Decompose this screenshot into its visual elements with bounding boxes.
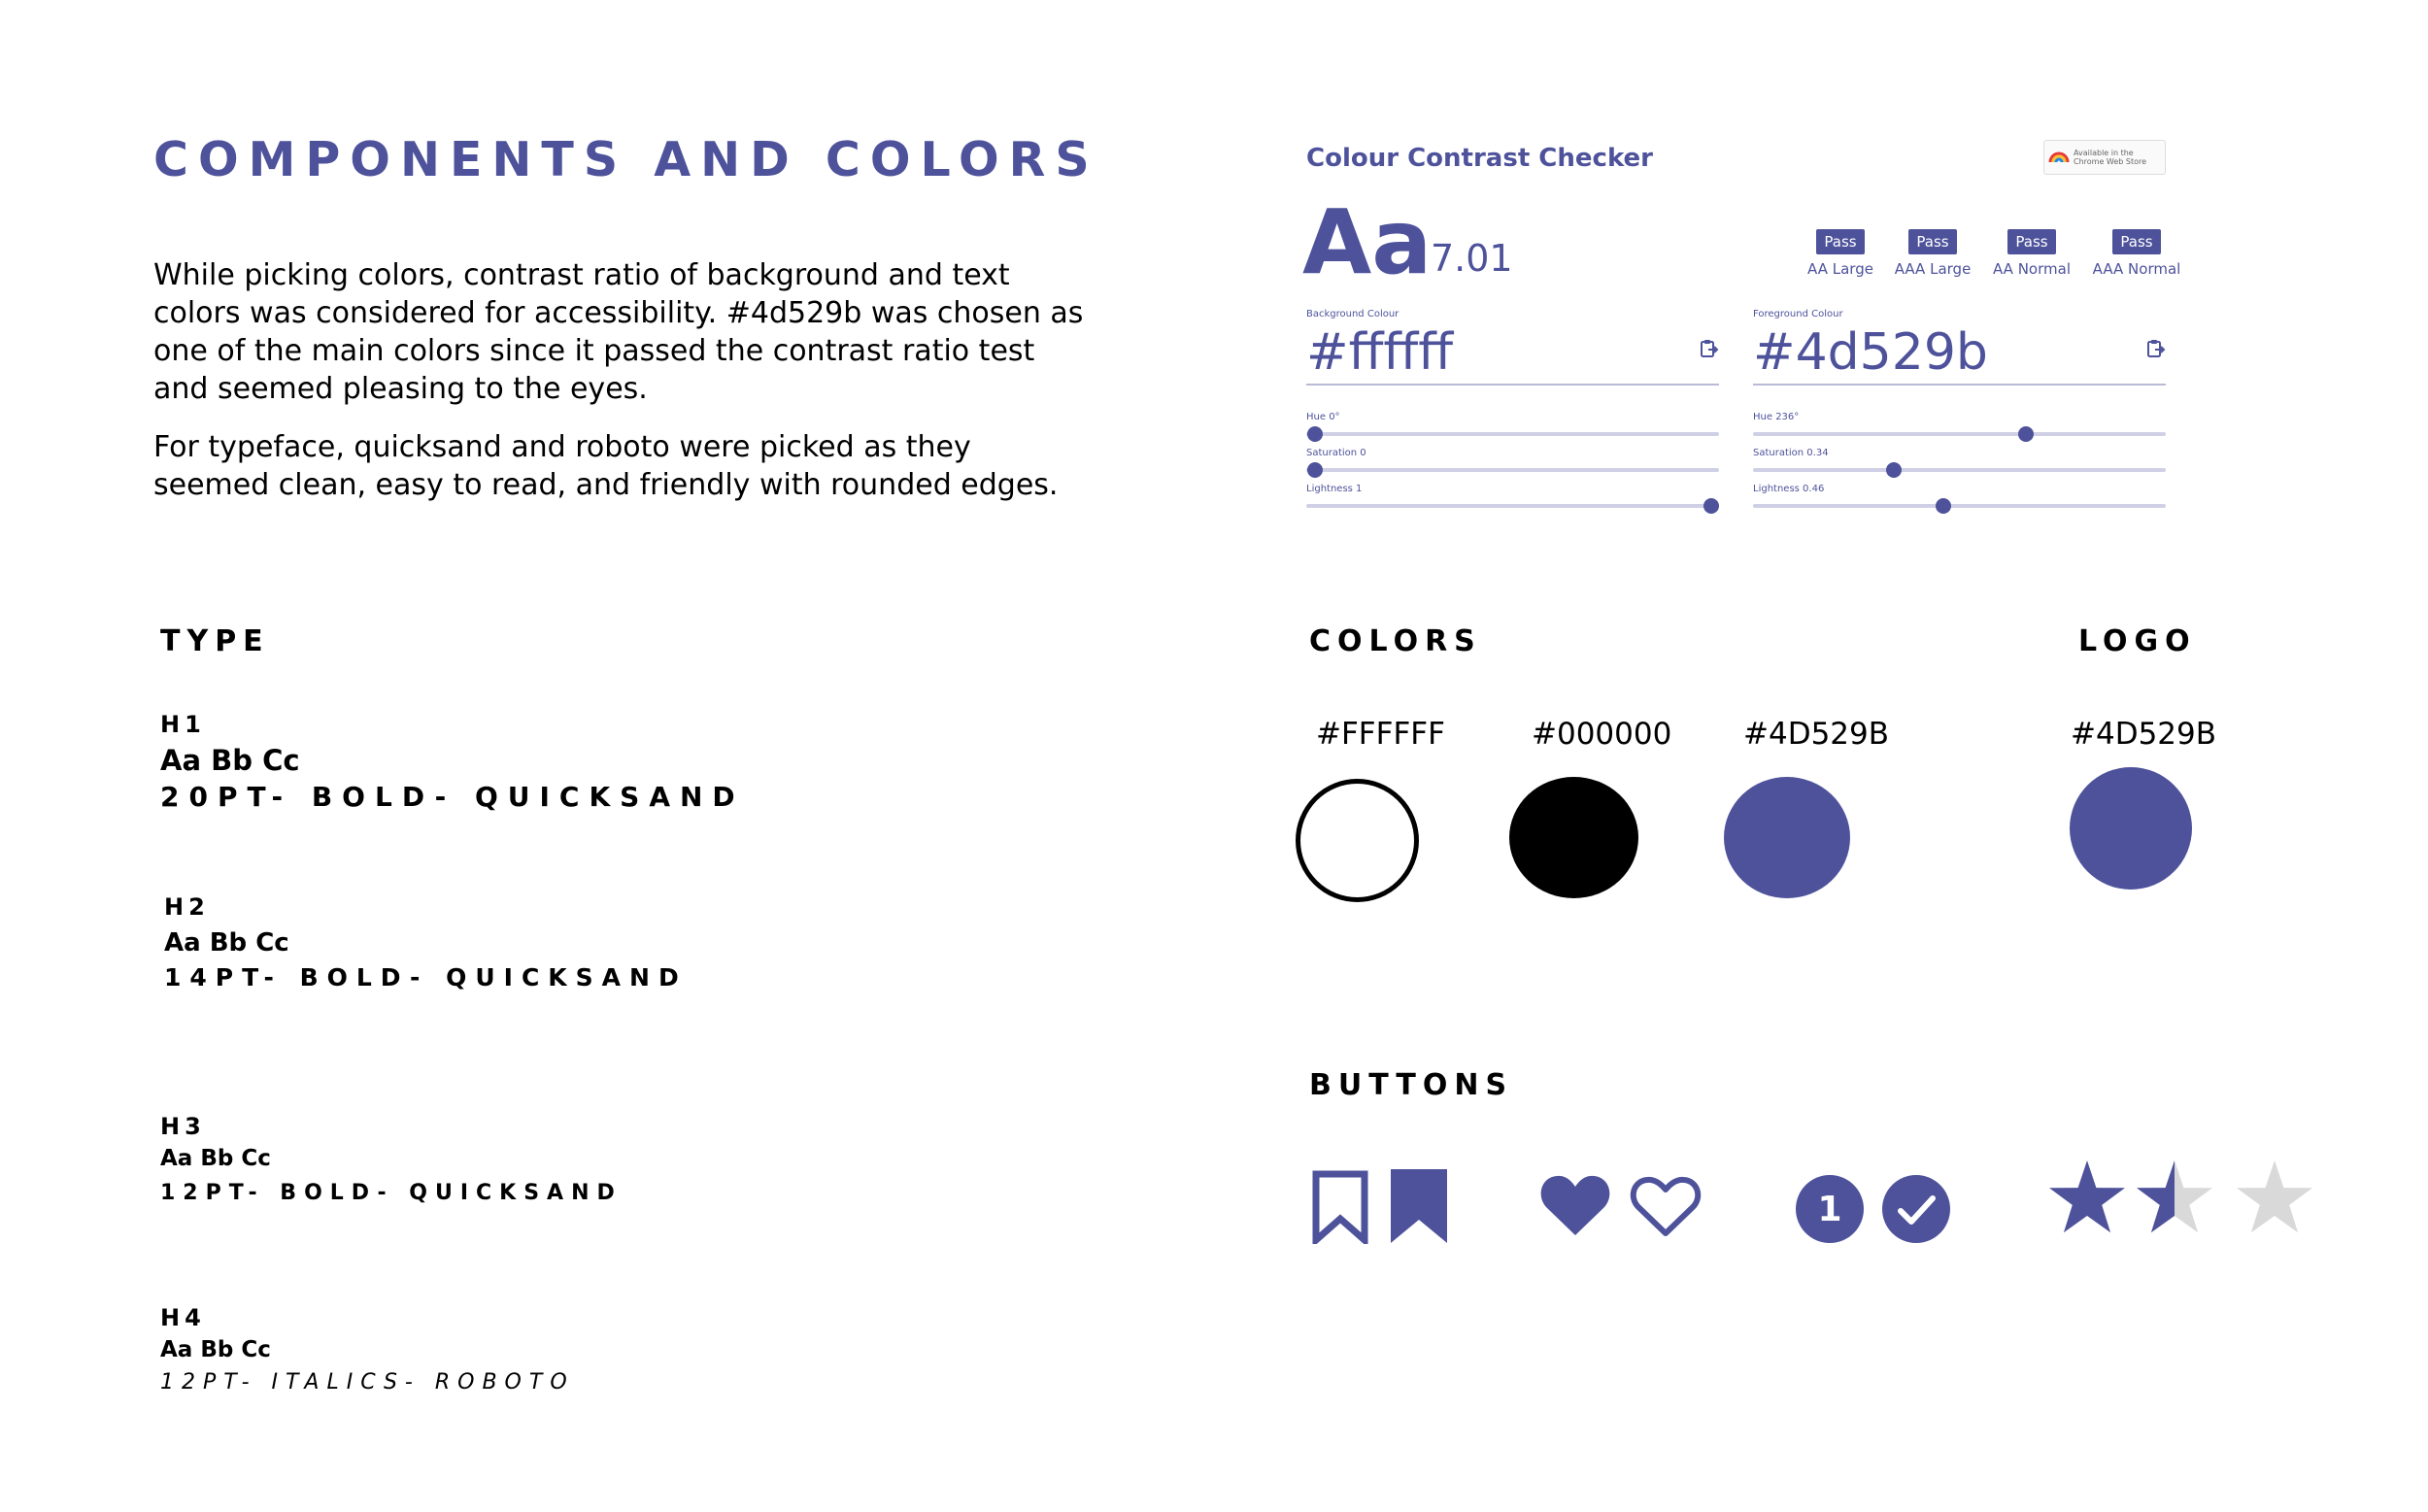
star-half-icon <box>2137 1160 2212 1232</box>
background-colour-field <box>1306 309 1719 386</box>
type-name: H4 <box>160 1304 206 1331</box>
slider-label: Hue 236° <box>1753 412 1800 422</box>
type-heading: TYPE <box>160 624 270 658</box>
chrome-store-badge[interactable] <box>2043 140 2166 175</box>
type-sample: Aa Bb Cc <box>160 1337 271 1362</box>
lightness-slider[interactable] <box>1306 484 1719 508</box>
pass-badge: Pass <box>1908 229 1956 254</box>
star-empty-icon <box>2237 1160 2312 1232</box>
slider-track[interactable] <box>1753 504 2166 508</box>
color-swatch-white <box>1296 779 1419 902</box>
slider-knob[interactable] <box>1307 462 1323 478</box>
type-sample: Aa Bb Cc <box>160 1146 271 1171</box>
hue-slider[interactable] <box>1306 412 1719 436</box>
foreground-colour-field <box>1753 309 2166 386</box>
swatch-hex-label: #4D529B <box>1743 717 1890 752</box>
type-sample: Aa Bb Cc <box>164 928 289 958</box>
type-sample: Aa Bb Cc <box>160 744 300 777</box>
store-badge-line1: Available in the <box>2074 149 2134 157</box>
slider-knob[interactable] <box>1936 498 1951 514</box>
type-spec: 14PT- BOLD- QUICKSAND <box>164 963 688 991</box>
saturation-slider[interactable] <box>1753 448 2166 472</box>
intro-text <box>153 256 1086 524</box>
slider-label: Saturation 0.34 <box>1753 448 1829 458</box>
hue-slider[interactable] <box>1753 412 2166 436</box>
result-aa-normal <box>1978 229 2085 278</box>
checker-title: Colour Contrast Checker <box>1306 144 1653 173</box>
colors-heading: COLORS <box>1309 624 1482 658</box>
copy-icon[interactable] <box>1700 338 1719 359</box>
slider-label: Lightness 1 <box>1306 484 1363 494</box>
result-aaa-normal <box>2083 229 2190 278</box>
type-spec: 12PT- BOLD- QUICKSAND <box>160 1181 623 1205</box>
page-title: COMPONENTS AND COLORS <box>153 132 1099 187</box>
contrast-sample-text: Aa <box>1302 190 1433 294</box>
result-label: AAA Large <box>1894 260 1972 278</box>
badge-count-icon[interactable]: 1 <box>1796 1175 1864 1243</box>
slider-label: Hue 0° <box>1306 412 1340 422</box>
slider-label: Lightness 0.46 <box>1753 484 1825 494</box>
slider-knob[interactable] <box>1886 462 1902 478</box>
check-circle-icon[interactable] <box>1882 1175 1950 1243</box>
slider-track[interactable] <box>1306 432 1719 436</box>
slider-knob[interactable] <box>2018 426 2034 442</box>
type-h3 <box>160 1113 623 1205</box>
type-spec: 20PT- BOLD- QUICKSAND <box>160 781 745 813</box>
background-colour-input[interactable]: #ffffff <box>1306 323 1454 382</box>
slider-knob[interactable] <box>1703 498 1719 514</box>
background-colour-label: Background Colour <box>1306 309 1399 319</box>
color-swatch-accent <box>1724 777 1850 898</box>
contrast-checker-panel <box>1302 136 2181 524</box>
foreground-colour-label: Foreground Colour <box>1753 309 1843 319</box>
type-h2 <box>164 893 688 991</box>
logo-hex-label: #4D529B <box>2071 717 2217 752</box>
star-rating[interactable] <box>2045 1159 2317 1238</box>
type-spec: 12PT- ITALICS- ROBOTO <box>160 1370 575 1394</box>
logo-swatch <box>2070 767 2192 890</box>
slider-label: Saturation 0 <box>1306 448 1366 458</box>
swatch-hex-label: #FFFFFF <box>1316 717 1445 752</box>
color-swatch-black <box>1509 777 1638 898</box>
slider-knob[interactable] <box>1307 426 1323 442</box>
type-h1 <box>160 711 745 813</box>
slider-track[interactable] <box>1306 504 1719 508</box>
bookmark-filled-icon[interactable] <box>1389 1167 1449 1245</box>
rainbow-logo-icon <box>2048 147 2070 168</box>
pass-badge: Pass <box>2112 229 2160 254</box>
field-underline <box>1753 384 2166 386</box>
heart-outline-icon[interactable] <box>1629 1173 1703 1239</box>
bookmark-outline-icon[interactable] <box>1311 1170 1369 1244</box>
result-label: AA Normal <box>1993 260 2071 278</box>
foreground-colour-input[interactable]: #4d529b <box>1753 323 1988 382</box>
type-name: H2 <box>164 893 210 921</box>
type-name: H3 <box>160 1113 206 1140</box>
result-label: AAA Normal <box>2092 260 2181 278</box>
pass-badge: Pass <box>2007 229 2055 254</box>
swatch-hex-label: #000000 <box>1532 717 1672 752</box>
result-aa-large <box>1787 229 1894 278</box>
slider-track[interactable] <box>1306 468 1719 472</box>
intro-paragraph-1: While picking colors, contrast ratio of background and text colors was considered for accessibility. #4d529b was chosen as one of the main colors since it passed the contrast ratio test and seemed pleasing to the eyes. <box>153 258 1084 406</box>
slider-track[interactable] <box>1753 432 2166 436</box>
type-h4 <box>160 1304 575 1394</box>
result-aaa-large <box>1879 229 1986 278</box>
result-label: AA Large <box>1807 260 1873 278</box>
copy-icon[interactable] <box>2146 338 2166 359</box>
field-underline <box>1306 384 1719 386</box>
buttons-heading: BUTTONS <box>1309 1068 1514 1102</box>
saturation-slider[interactable] <box>1306 448 1719 472</box>
lightness-slider[interactable] <box>1753 484 2166 508</box>
intro-paragraph-2: For typeface, quicksand and roboto were picked as they seemed clean, easy to read, and friendly with rounded edges. <box>153 430 1059 502</box>
contrast-ratio: 7.01 <box>1431 237 1513 280</box>
store-badge-line2: Chrome Web Store <box>2074 157 2147 166</box>
logo-heading: LOGO <box>2078 624 2197 658</box>
star-filled-icon <box>2049 1160 2125 1232</box>
heart-filled-icon[interactable] <box>1539 1173 1611 1237</box>
type-name: H1 <box>160 711 206 738</box>
slider-track[interactable] <box>1753 468 2166 472</box>
pass-badge: Pass <box>1816 229 1864 254</box>
